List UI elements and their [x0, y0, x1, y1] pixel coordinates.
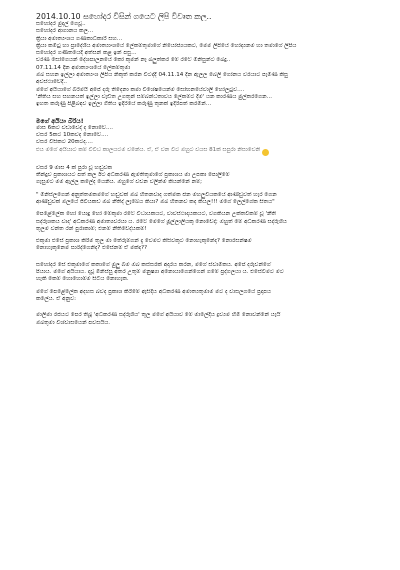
paragraph-waiting — [36, 118, 374, 156]
text-line: අවස්ථාවේදී.. — [36, 79, 67, 86]
paragraph-question — [36, 238, 374, 253]
paragraph-closing — [36, 312, 374, 327]
text-line: " මිනිස්ලගෙන් අනුත්තමකමගේ හඬුවක් ඔබ හිතනවාද ගත්මක ජන මහලුවියකයේ ආණ්ඩුවත් හැර ගෙන — [36, 191, 277, 198]
text-line: මාස 6කට වඩාවෙද් ද නොවේ.... — [36, 124, 114, 131]
text-line: මාලිමා රජයට පෙර තිබූ 'අධිකරණ සද්රුශිය' තුල මගේ අයියාව මේ මාලේදීය ද්‍රව්‍යම හිමි නොවන්නේ යැයි — [36, 312, 281, 319]
text-line: හැකි කෙම් හොහොම්ම සිටිය නොහැක. — [36, 276, 129, 283]
text-line: සහෝදර ගණිතයෙදී අත්සන් කළ ඉන් පසු... — [36, 50, 137, 57]
text-line: වසර විසිකට 20කටද.... — [36, 139, 93, 146]
text-line: එය මගේ අයියාට කම් විවිධ කාලයටම වනේය. ඒ, ඒ වන විට ඔහුට වයස 81ක් සපුරා නිසාවෙනි — [36, 146, 261, 153]
paragraph-judgement — [36, 165, 374, 187]
text-line: කලේය. ඒ අනුව: — [36, 295, 77, 302]
text-line: මගේ පෙළේලේක අදහස බවද ප්‍රකාශ කිරීමේ ඇසිදිය අධිකරණ අමාත්‍යතුමාම මට ද වාසලගයේ ප්‍රදාපය — [36, 288, 272, 295]
text-line-with-emoji — [36, 147, 374, 156]
text-line: ආණ්ඩුවක් ඔලයේ ජීවියකඩ ඔබ නීතිද් ලැබේය කියා? ඔබ හිතනව කද කියල!!! මගේ ලෙල්ගේක සිතය" — [36, 198, 275, 205]
text-line: ක්‍රියා කමිටු හා ප්‍රාදේශීය අමාත්‍යාංශයේ ලේකම්තුමාගේ නියෝජ්‍යයකට, මෙම ලිපියේ හෝද්‍යනම හා තමාගේ ලිපිය — [36, 42, 297, 49]
text-line: එකුමා එසේ ප්‍රකාශ කිරීම තුල මා තේරුම්ගන් දැ වෙමට කිසිවකුට නොහැකුනේද? නොරසන්ෂම — [36, 238, 252, 245]
paragraph-minister — [36, 211, 374, 233]
text-line: ගැසුමට මම ඇල්ල කලේද යෙනිය. ඔහුගේ වචන වලින්ම කියන්නේ නම්; — [36, 179, 203, 186]
text-line: සහෝදර සේ එකුමාගේ කතාගේ මුලු බීම ඔබ කස්සරක් අදාරය කරන, මගේ ස්වාමිකය. අපේ දරුවන්ගේ — [36, 261, 271, 268]
text-line: ක්‍රියා අමාත්‍යංශය ගණකාධිකාරී සහ... — [36, 35, 123, 42]
text-line: චරණ සෝගෙයන් දේශපාලනයේ කෝ කුමන් නෑ බලුත්කර මේ රටේ මිනිසුන්ට බෙදු.. — [36, 57, 231, 64]
text-line: සහෝදර ආගානය කල... — [36, 28, 94, 35]
text-line: 07.11.14 දින අමාත්‍යංශයේ ලේකම්තුමා — [36, 64, 131, 71]
text-line: පෙළේලේක හෝ යොදු හෝ මේකුමා රටේ විධායකයට, වාවස්ථාදායකයට, වගකියන උක්තවීකම් වූ 'නීති — [36, 211, 277, 218]
paragraph-process — [36, 21, 374, 109]
text-line: වසර 5කට 10කවද නොවේ.... — [36, 132, 109, 139]
crying-face-icon — [262, 149, 269, 156]
text-line: වසර 9 මාස 4 ක් පුරා වූ හඬුවක — [36, 164, 113, 171]
paragraph-quote — [36, 192, 374, 207]
text-line: තීන්දුව ප්‍රකාශයට පත් කල ඊට අධිකරණ ඇමතිතුමාගේ ප්‍රකාශය මා උපකා පොලිමේ — [36, 172, 230, 179]
paragraph-statement — [36, 289, 374, 304]
text-line: ඉහත කරුණු පිළිබඳව ඉල්ලා ගීතිය ඉදිරියේ කරුණු තුනක් ඉදිරිපත් කරමින්... — [36, 101, 212, 108]
text-line: ඔබතුමා විශ්වාසයෙන් පවසයිය. — [36, 319, 111, 326]
text-line: මගේ අයියාගේ බිරිමයි අපේ දරු තිදෙනා කමා විශේෂයෙන්ම සෝභනයේවාලි හෝලටුව.... — [36, 86, 245, 93]
text-line: මගේ අයියා බිරිය! — [36, 117, 84, 125]
paragraph-husband — [36, 262, 374, 284]
text-line: සද්රුශකය වාද' අධිකරණ අමාත්‍යවරයා ය. රටේ මෙගේ මූල්ලාලියකු නොවේද්; ඔහුත් මේ අධිකරණ සද්රුශිය — [36, 218, 287, 225]
text-line: පියාය. මගේ අයියාය. දවූ මිනිස්සු අතර උතුම් මනුෂ්‍යා අනොයාගෙන්ගෙන් ගමේ ප්‍රද්ගලයා ය. එසේවීමට මට — [36, 269, 284, 276]
text-line: ඔබ සහන ඉල්ලා අමාත්‍යංශ ලිපිය නිකුත් කරන විටද්දී 04.11.14 දින ඇලල බෙලි ගෝනය වරයාට පැමිණ කිසු — [36, 72, 289, 79]
text-line: නොහැකුනෙම ඝාරිද්ගෙනිද? එසේනම් ඒ මක්ද?? — [36, 245, 148, 252]
text-line: 'නීතිය සහ සහනයත් ඉල්ලා වැඩිත උගතුන් සම්බන්ධතාවය ලේකම්ට දීම' යන කාරණය මුල්කරගෙන... — [36, 93, 273, 100]
text-line: සහෝදර මුදල් ගෙවූ.. — [36, 21, 86, 27]
text-line: තුලම වන්ත රන් පුරාකාම්; එනම් නීතිවේද්යකම්! — [36, 225, 147, 232]
date-heading: 2014.10.10 සහෝදර විසින් ගයෙට ලිපි විවෘත කල.. — [36, 12, 212, 21]
